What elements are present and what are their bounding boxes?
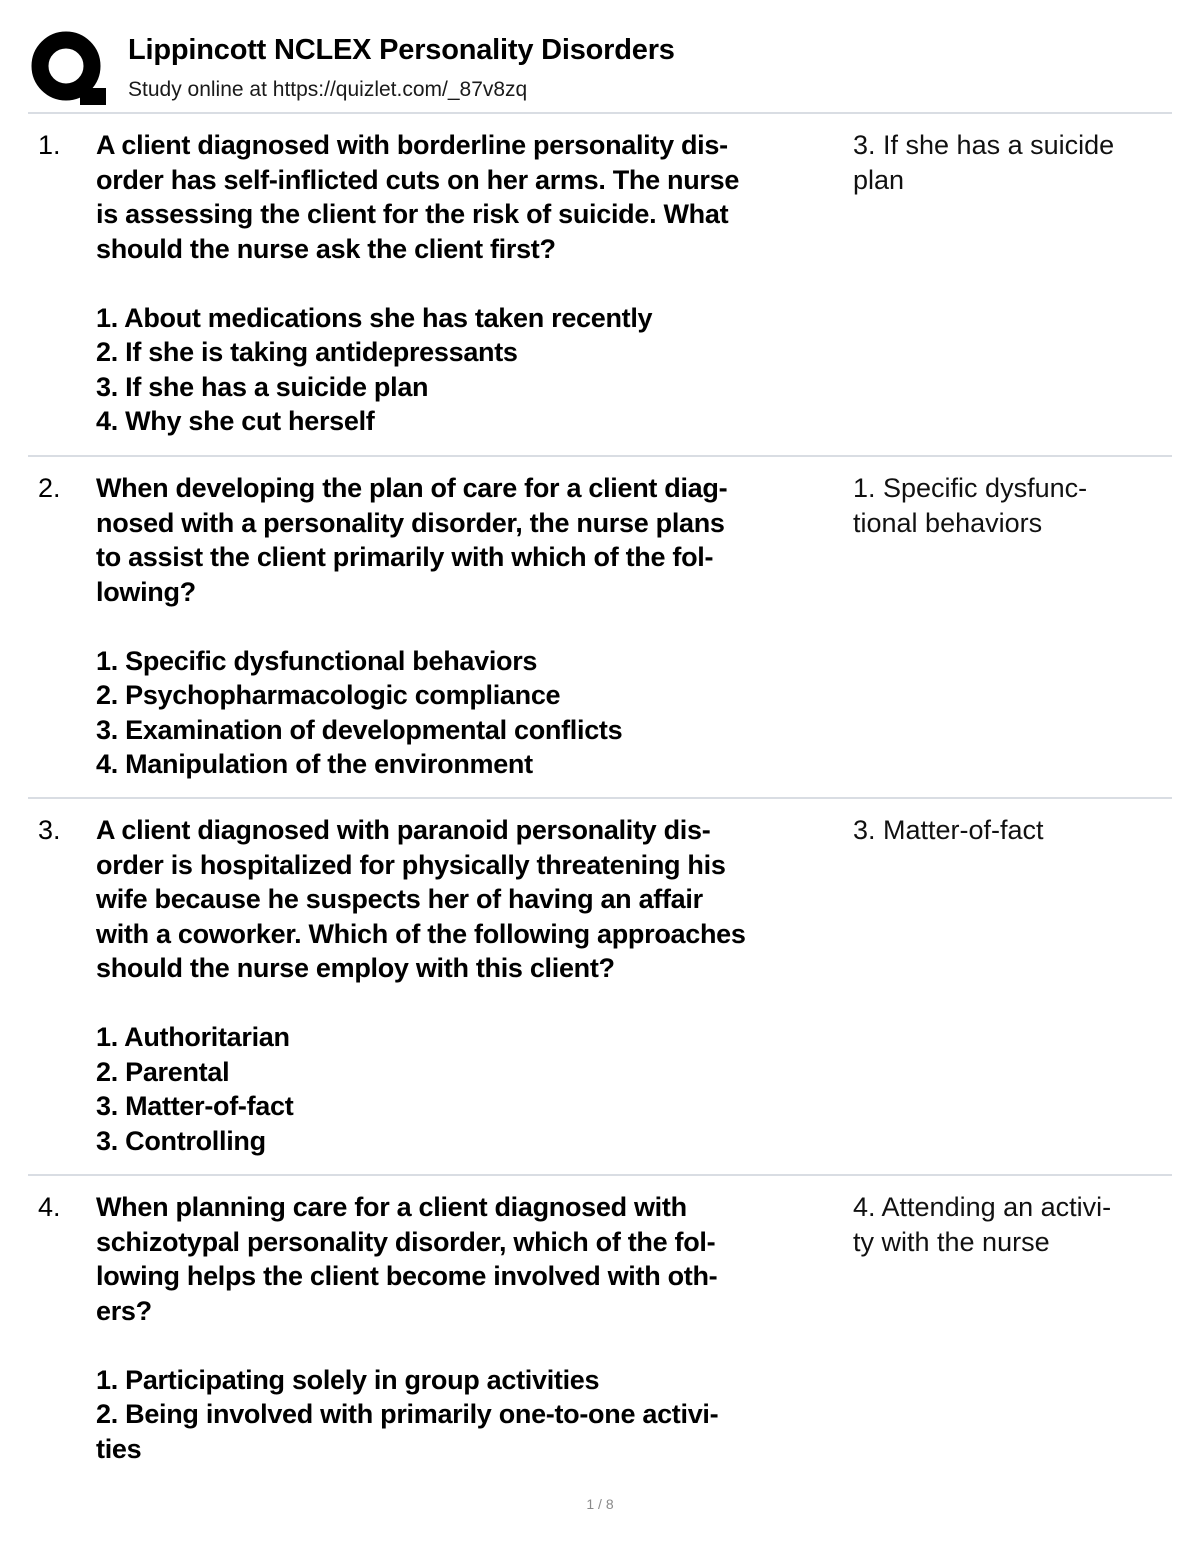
card-answer [853, 128, 1158, 197]
card-number: 1. [38, 130, 61, 160]
card-number: 4. [38, 1192, 61, 1222]
flashcard [28, 1176, 1172, 1476]
question-line: order is hospitalized for physically threatening his [96, 849, 726, 880]
answer-option: 3. Controlling [96, 1125, 266, 1156]
answer-line: 3. Matter-of-fact [853, 815, 1044, 845]
question-line: wife because he suspects her of having an affair [96, 884, 703, 914]
flashcard [28, 457, 1172, 799]
answer-options [96, 644, 852, 782]
card-question [96, 471, 852, 782]
answer-line: 3. If she has a suicide [853, 130, 1115, 160]
card-question [96, 128, 852, 439]
page-indicator: 1 / 8 [586, 1496, 614, 1512]
question-line: When planning care for a client diagnosed with [96, 1192, 687, 1222]
answer-line: 4. Attending an activi- [853, 1192, 1112, 1222]
flashcard [28, 799, 1172, 1176]
question-line: to assist the client primarily with which of the fol- [96, 542, 714, 572]
answer-options [96, 301, 852, 439]
question-line: lowing? [96, 576, 196, 607]
answer-option: 1. About medications she has taken recently [96, 302, 653, 333]
card-answer [853, 1190, 1158, 1259]
answer-option: ties [96, 1433, 142, 1464]
answer-option: 2. Being involved with primarily one-to-one activi- [96, 1399, 719, 1429]
question-line: ers? [96, 1295, 152, 1326]
flashcard-list [28, 114, 1172, 1476]
answer-line: tional behaviors [853, 507, 1043, 538]
question-line: nosed with a personality disorder, the nurse plans [96, 507, 725, 538]
answer-option: 3. If she has a suicide plan [96, 371, 429, 402]
document-header [28, 28, 1172, 112]
answer-option: 2. Psychopharmacologic compliance [96, 680, 561, 710]
card-question [96, 1190, 852, 1466]
card-answer [853, 813, 1158, 848]
card-answer [853, 471, 1158, 540]
study-online-link-text[interactable]: Study online at https://quizlet.com/_87v8zq [128, 78, 528, 101]
question-line: is assessing the client for the risk of suicide. What [96, 199, 729, 229]
answer-option: 3. Examination of developmental conflicts [96, 714, 623, 745]
question-line: When developing the plan of care for a client diag- [96, 473, 728, 503]
question-line: should the nurse employ with this client? [96, 953, 615, 983]
answer-line: plan [853, 164, 905, 195]
answer-option: 1. Authoritarian [96, 1022, 290, 1052]
answer-option: 3. Matter-of-fact [96, 1091, 294, 1121]
question-line: A client diagnosed with borderline personality dis- [96, 130, 728, 160]
document-title: Lippincott NCLEX Personality Disorders [128, 34, 675, 66]
question-line: lowing helps the client become involved with oth- [96, 1261, 718, 1291]
answer-options [96, 1363, 852, 1467]
answer-options [96, 1020, 852, 1158]
flashcard [28, 114, 1172, 457]
card-number: 3. [38, 815, 61, 845]
question-line: should the nurse ask the client first? [96, 233, 556, 264]
answer-option: 1. Specific dysfunctional behaviors [96, 645, 538, 676]
answer-option: 2. Parental [96, 1056, 230, 1087]
question-line: with a coworker. Which of the following approaches [96, 918, 746, 949]
answer-option: 4. Manipulation of the environment [96, 749, 533, 779]
question-line: order has self-inflicted cuts on her arms. The nurse [96, 164, 740, 195]
quizlet-q-logo-icon [30, 30, 108, 108]
card-number: 2. [38, 473, 61, 503]
answer-line: ty with the nurse [853, 1226, 1050, 1257]
answer-option: 4. Why she cut herself [96, 406, 375, 436]
answer-line: 1. Specific dysfunc- [853, 473, 1088, 503]
card-question [96, 813, 852, 1158]
answer-option: 2. If she is taking antidepressants [96, 337, 518, 367]
answer-option: 1. Participating solely in group activities [96, 1364, 600, 1395]
question-line: A client diagnosed with paranoid personality dis- [96, 815, 711, 845]
question-line: schizotypal personality disorder, which of the fol- [96, 1226, 716, 1257]
